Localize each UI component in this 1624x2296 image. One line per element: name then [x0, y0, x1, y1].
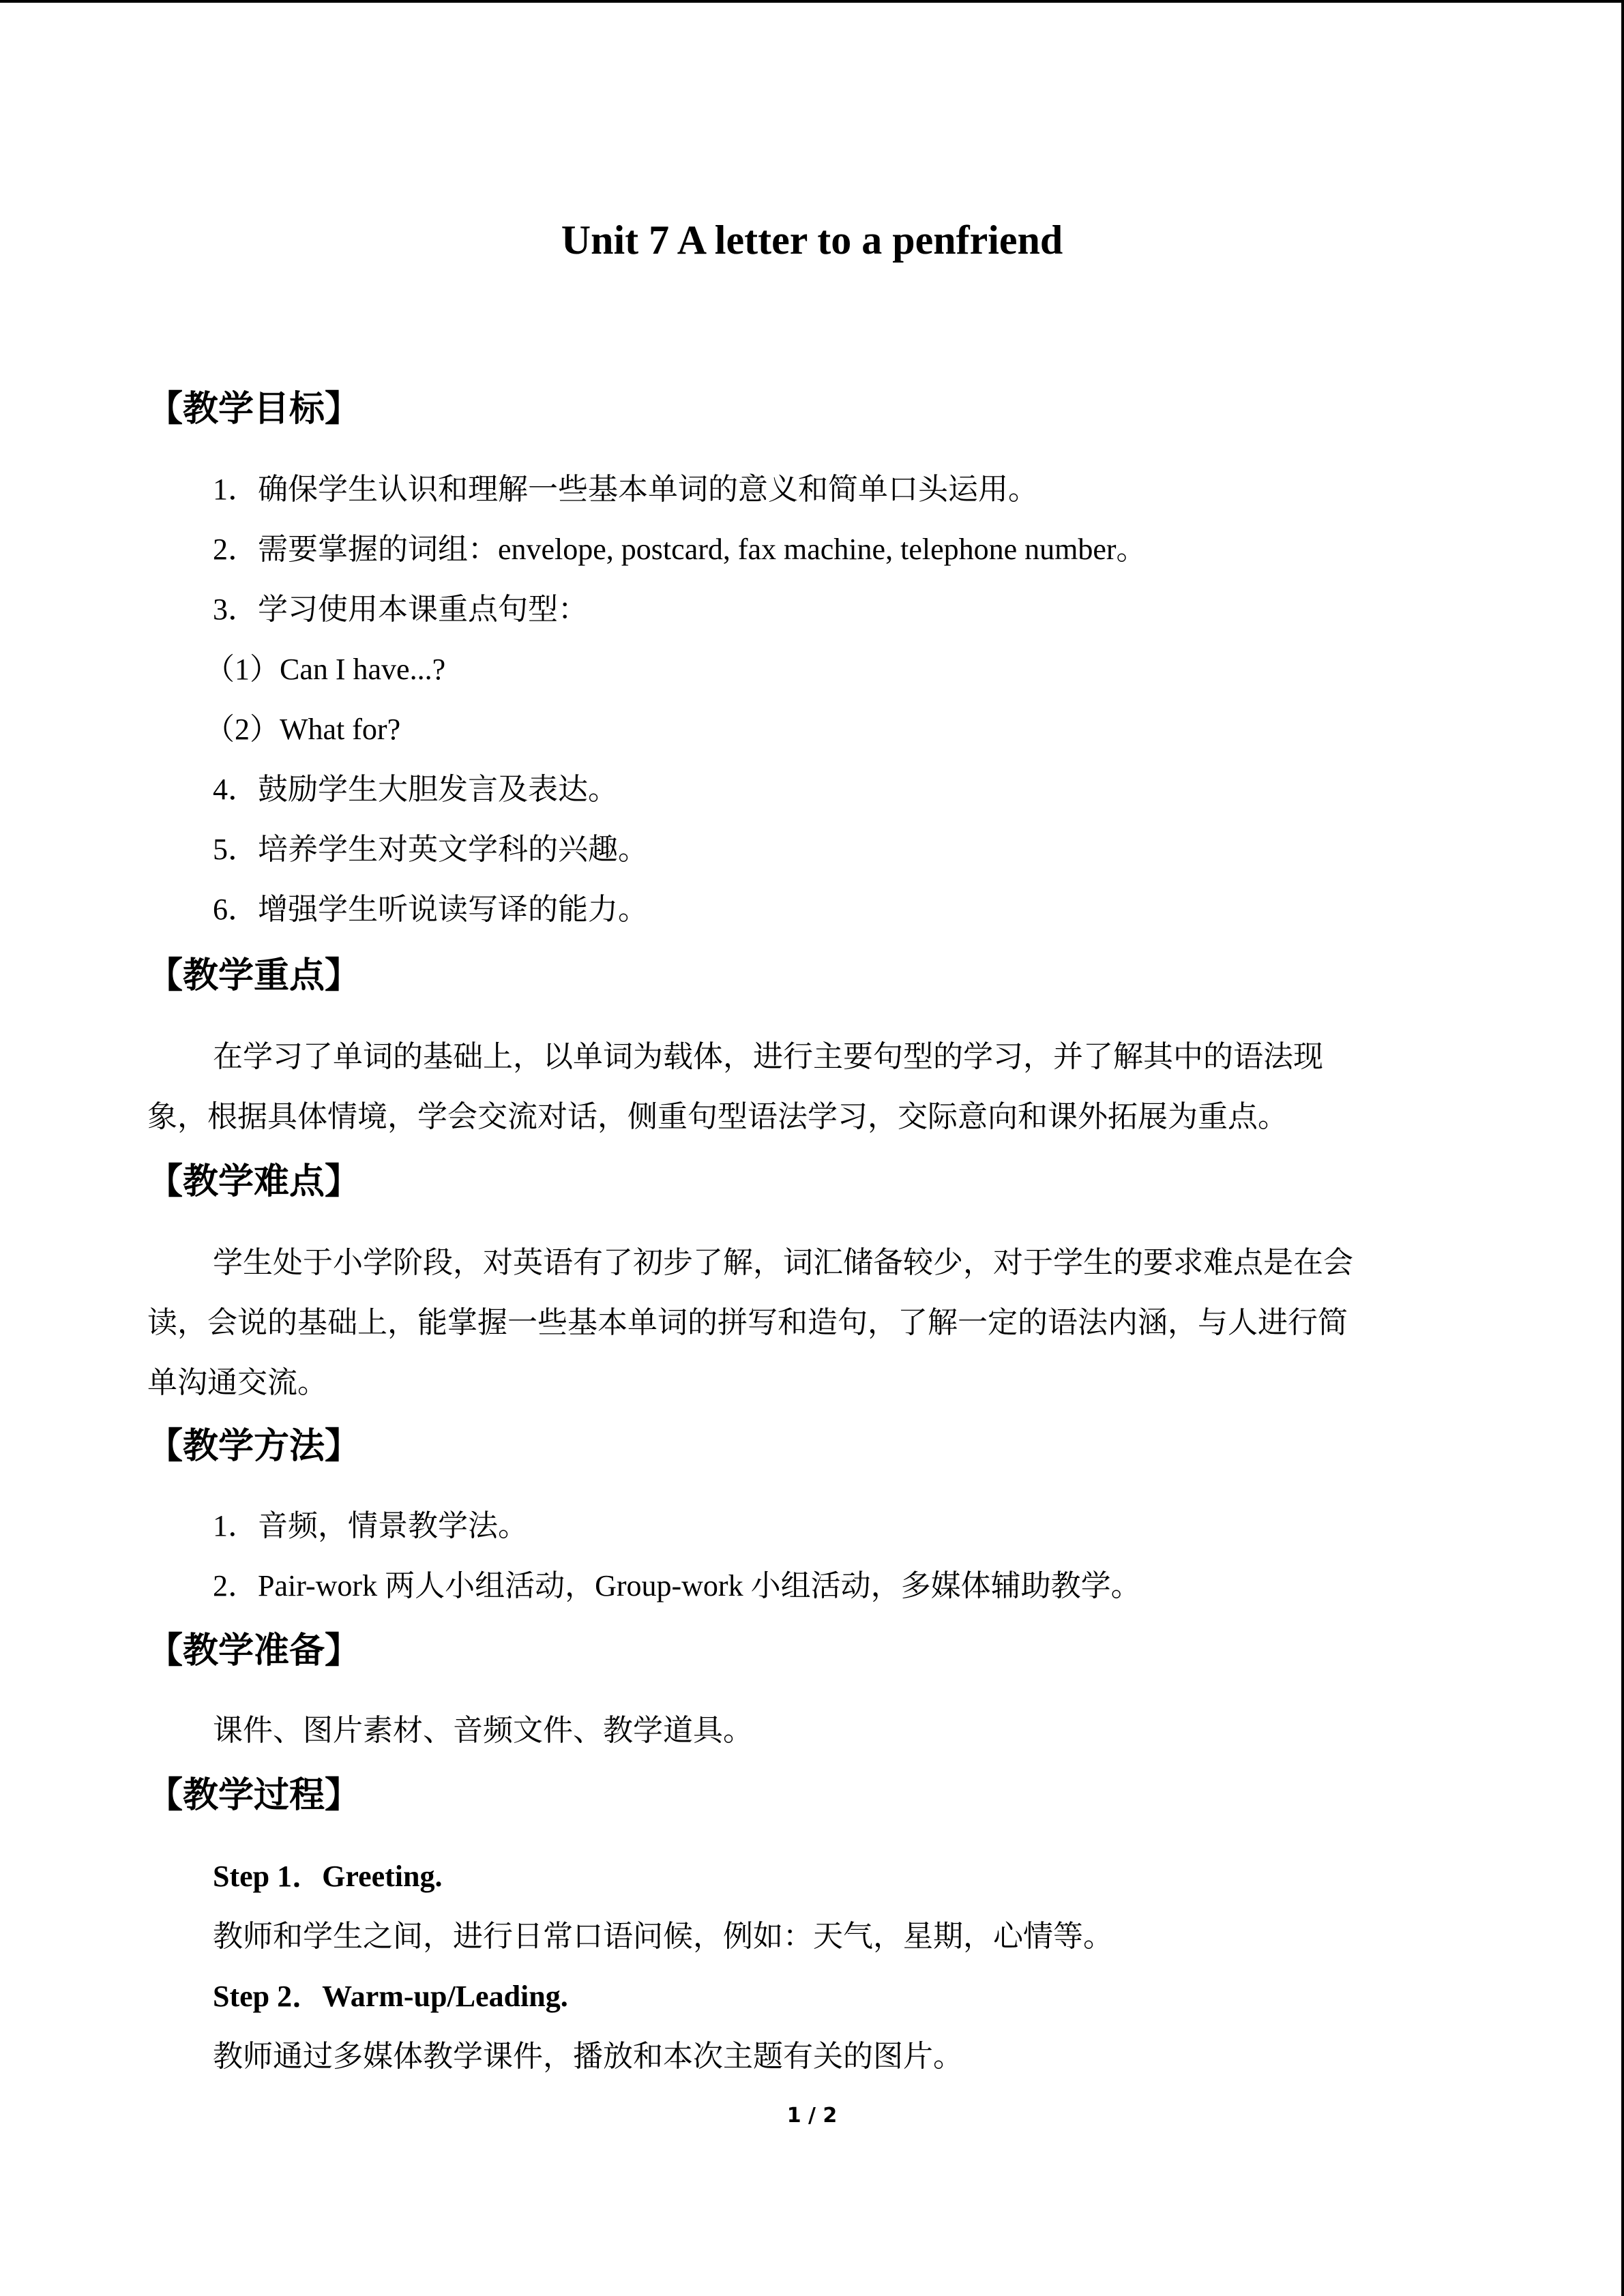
process-step-text: 教师通过多媒体教学课件，播放和本次主题有关的图片。	[213, 2040, 963, 2073]
process-step-title: Step 1．Greeting.	[213, 1860, 443, 1893]
section-heading-preparation: 【教学准备】	[147, 1630, 361, 1671]
objective-sub-item: （1）Can I have...?	[205, 653, 446, 686]
preparation-text: 课件、图片素材、音频文件、教学道具。	[213, 1714, 753, 1747]
process-step-text: 教师和学生之间，进行日常口语问候，例如：天气，星期，心情等。	[213, 1920, 1113, 1953]
difficulties-paragraph-line: 单沟通交流。	[147, 1366, 327, 1399]
section-heading-methods: 【教学方法】	[147, 1426, 361, 1467]
section-heading-process: 【教学过程】	[147, 1775, 361, 1816]
section-heading-key-points: 【教学重点】	[147, 955, 361, 996]
method-item: 2．Pair-work 两人小组活动，Group-work 小组活动，多媒体辅助教学。	[213, 1569, 1141, 1602]
method-item: 1．音频，情景教学法。	[213, 1509, 528, 1542]
page-number: 1 / 2	[786, 2104, 838, 2128]
document-title: Unit 7 A letter to a penfriend	[561, 218, 1063, 263]
difficulties-paragraph-line: 学生处于小学阶段，对英语有了初步了解，词汇储备较少，对于学生的要求难点是在会	[213, 1246, 1353, 1279]
page-right-border	[1621, 0, 1624, 2296]
key-points-paragraph-line: 在学习了单词的基础上，以单词为载体，进行主要句型的学习，并了解其中的语法现	[213, 1040, 1323, 1073]
difficulties-paragraph-line: 读，会说的基础上，能掌握一些基本单词的拼写和造句，了解一定的语法内涵，与人进行简	[147, 1306, 1348, 1339]
objective-item: 5．培养学生对英文学科的兴趣。	[213, 833, 648, 866]
objective-item: 4．鼓励学生大胆发言及表达。	[213, 773, 618, 806]
objective-sub-item: （2）What for?	[205, 713, 401, 746]
objective-item: 1．确保学生认识和理解一些基本单词的意义和简单口头运用。	[213, 473, 1038, 506]
process-step-title: Step 2．Warm-up/Leading.	[213, 1980, 568, 2013]
section-heading-objectives: 【教学目标】	[147, 389, 361, 430]
key-points-paragraph-line: 象，根据具体情境，学会交流对话，侧重句型语法学习，交际意向和课外拓展为重点。	[147, 1100, 1288, 1133]
objective-item: 2．需要掌握的词组：envelope, postcard, fax machine, telephone number。	[213, 533, 1147, 566]
objective-item: 6．增强学生听说读写译的能力。	[213, 893, 648, 926]
page-top-border	[0, 0, 1624, 3]
objective-item: 3．学习使用本课重点句型：	[213, 593, 588, 626]
section-heading-difficulties: 【教学难点】	[147, 1161, 361, 1202]
